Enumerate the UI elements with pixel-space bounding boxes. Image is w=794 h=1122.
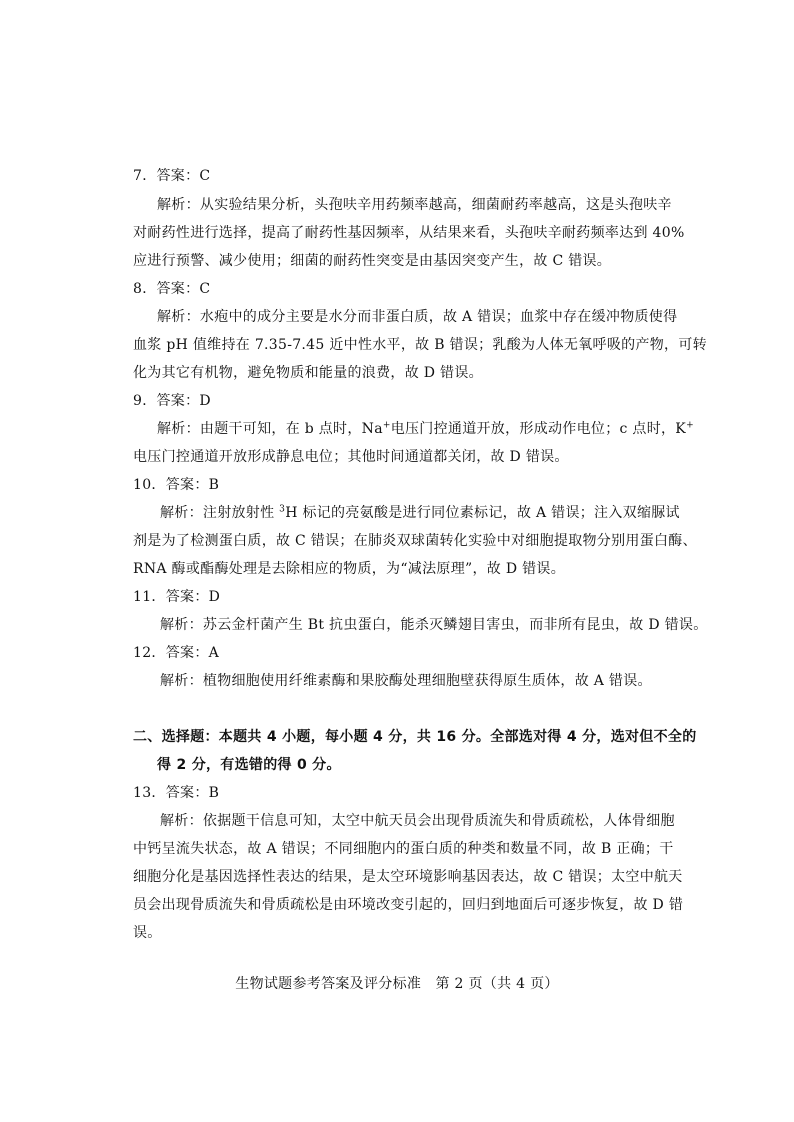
q7-analysis-line-3: 应进行预警、减少使用；细菌的耐药性突变是由基因突变产生，故 C 错误。: [133, 253, 612, 269]
section-2-heading-line-2: 得 2 分，有选错的得 0 分。: [157, 757, 341, 773]
q7-analysis-line-2: 对耐药性进行选择，提高了耐药性基因频率，从结果来看，头孢呋辛耐药频率达到 40%: [133, 225, 685, 241]
q13-answer: 13．答案：B: [133, 785, 220, 801]
q13-analysis-line-2: 中钙呈流失状态，故 A 错误；不同细胞内的蛋白质的种类和数量不同，故 B 正确；干: [133, 841, 674, 857]
q10-analysis-line-1: 解析：注射放射性 $^3$H 标记的亮氨酸是进行同位素标记，故 A 错误；注入双缩脲试: [160, 504, 680, 521]
q10-analysis-line-3: RNA 酶或酯酶处理是去除相应的物质，为“减法原理”，故 D 错误。: [133, 561, 565, 577]
q8-analysis-line-2: 血浆 pH 值维持在 7.35-7.45 近中性水平，故 B 错误；乳酸为人体无氧呼吸的产物，可转: [133, 337, 707, 353]
superscript-plus: +: [686, 420, 694, 431]
page-footer: 生物试题参考答案及评分标准 第 2 页（共 4 页）: [235, 976, 559, 992]
q9-analysis-line-1: 解析：由题干可知，在 b 点时，Na+电压门控通道开放，形成动作电位；c 点时，K+: [157, 420, 694, 437]
q13-analysis-line-1: 解析：依据题干信息可知，太空中航天员会出现骨质流失和骨质疏松，人体骨细胞: [160, 813, 675, 829]
q8-answer: 8．答案：C: [133, 281, 211, 297]
superscript-3: 3: [279, 504, 286, 515]
q9-analysis-line-2: 电压门控通道开放形成静息电位；其他时间通道都关闭，故 D 错误。: [133, 449, 569, 465]
q12-answer: 12．答案：A: [133, 645, 220, 661]
q13-analysis-line-4: 员会出现骨质流失和骨质疏松是由环境改变引起的，回归到地面后可逐步恢复，故 D 错: [133, 897, 684, 913]
q10-analysis-line-2: 剂是为了检测蛋白质，故 C 错误；在肺炎双球菌转化实验中对细胞提取物分别用蛋白酶、: [133, 533, 697, 549]
q7-answer: 7．答案：C: [133, 168, 211, 184]
q11-answer: 11．答案：D: [133, 589, 221, 605]
q7-analysis-line-1: 解析：从实验结果分析，头孢呋辛用药频率越高，细菌耐药率越高，这是头孢呋辛: [157, 197, 672, 213]
q12-analysis-line-1: 解析：植物细胞使用纤维素酶和果胶酶处理细胞壁获得原生质体，故 A 错误。: [160, 673, 652, 689]
q9-answer: 9．答案：D: [133, 393, 211, 409]
q13-analysis-line-5: 误。: [133, 925, 162, 941]
q13-analysis-line-3: 细胞分化是基因选择性表达的结果，是太空环境影响基因表达，故 C 错误；太空中航天: [133, 869, 683, 885]
q11-analysis-line-1: 解析：苏云金杆菌产生 Bt 抗虫蛋白，能杀灭鳞翅目害虫，而非所有昆虫，故 D 错误。: [160, 617, 708, 633]
q10-answer: 10．答案：B: [133, 477, 220, 493]
q8-analysis-line-3: 化为其它有机物，避免物质和能量的浪费，故 D 错误。: [133, 365, 483, 381]
q8-analysis-line-1: 解析：水疱中的成分主要是水分而非蛋白质，故 A 错误；血浆中存在缓冲物质使得: [157, 309, 678, 325]
superscript-plus: +: [382, 420, 391, 431]
section-2-heading-line-1: 二、选择题：本题共 4 小题，每小题 4 分，共 16 分。全部选对得 4 分，选对但不全的: [133, 729, 697, 745]
